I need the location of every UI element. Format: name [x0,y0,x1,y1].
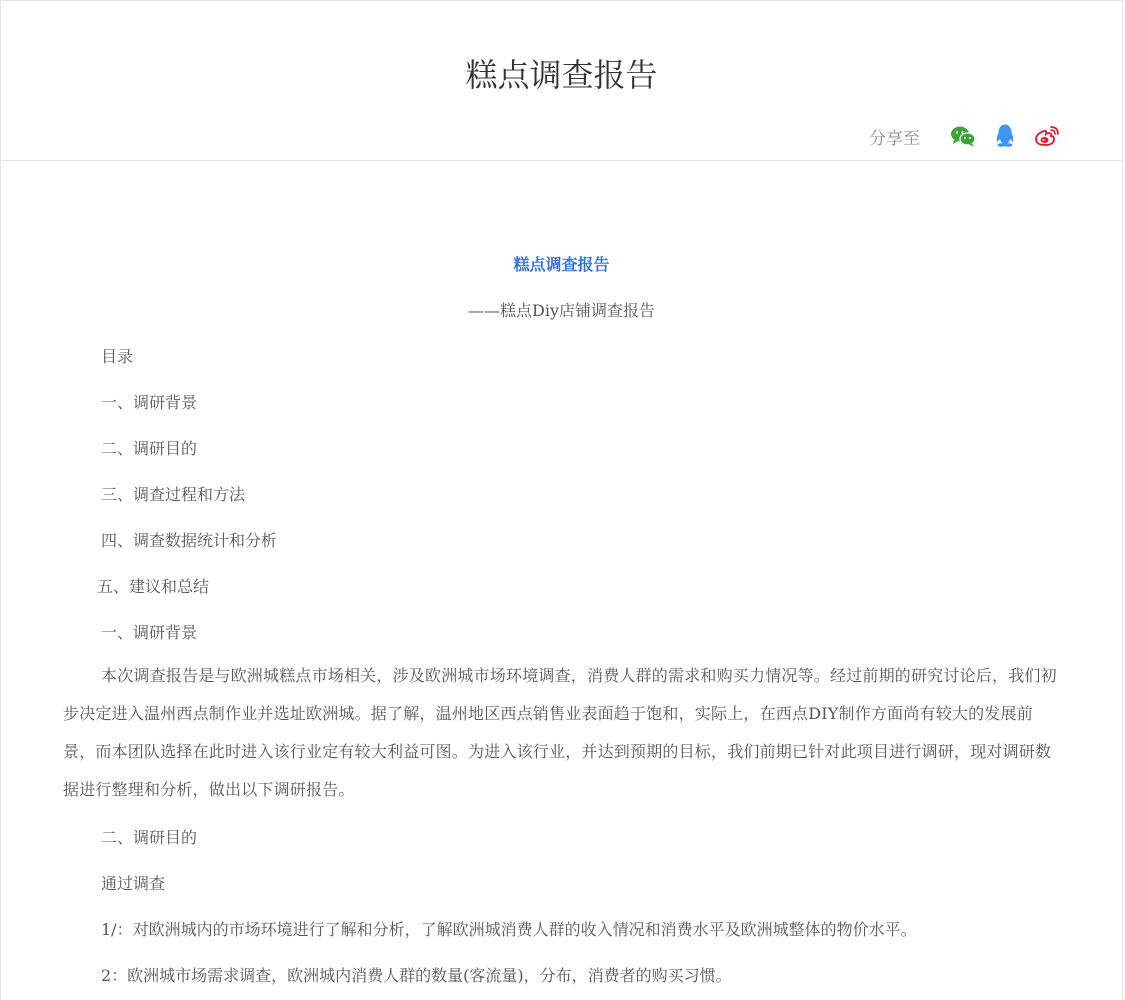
toc-item: 五、建议和总结 [97,577,210,596]
article-subheading: ——糕点Diy店铺调查报告 [468,301,655,320]
weibo-icon [1034,125,1060,147]
share-bar [869,121,1060,151]
share-weibo-button[interactable] [1034,123,1060,149]
section-title: 一、调研背景 [101,623,198,642]
share-qq-button[interactable] [992,123,1018,149]
section-paragraph: 本次调查报告是与欧洲城糕点市场相关，涉及欧洲城市场环境调查，消费人群的需求和购买力情况等。经过前期的研究讨论后，我们初步决定进入温州西点制作业并选址欧洲城。据了解，温州地区西点销售业表面趋于饱和，实际上，在西点DIY制作方面尚有较大的发展前景，而本团队选择在此时进入该行业定有较大利益可图。为进入该行业，并达到预期的目标，我们前期已针对此项目进行调研，现对调研数据进行整理和分析，做出以下调研报告。 [63,666,1057,799]
list-item: 2：欧洲城市场需求调查，欧洲城内消费人群的数量(客流量)，分布，消费者的购买习惯。 [101,966,732,985]
toc-label: 目录 [101,347,134,366]
toc-item: 三、调查过程和方法 [101,485,246,504]
page-header [1,1,1122,161]
share-wechat-button[interactable] [950,123,976,149]
toc-item: 二、调研目的 [101,439,198,458]
section-paragraph: 通过调查 [101,874,166,893]
article-heading: 糕点调查报告 [513,255,610,274]
section-title: 二、调研目的 [101,828,198,847]
toc-item: 四、调查数据统计和分析 [101,531,278,550]
wechat-icon [950,125,976,147]
share-label: 分享至 [869,128,920,149]
toc-item: 一、调研背景 [101,393,198,412]
list-item: 1/：对欧洲城内的市场环境进行了解和分析，了解欧洲城消费人群的收入情况和消费水平及欧洲城整体的物价水平。 [101,920,917,939]
qq-icon [994,124,1016,148]
page-title: 糕点调查报告 [465,56,658,94]
